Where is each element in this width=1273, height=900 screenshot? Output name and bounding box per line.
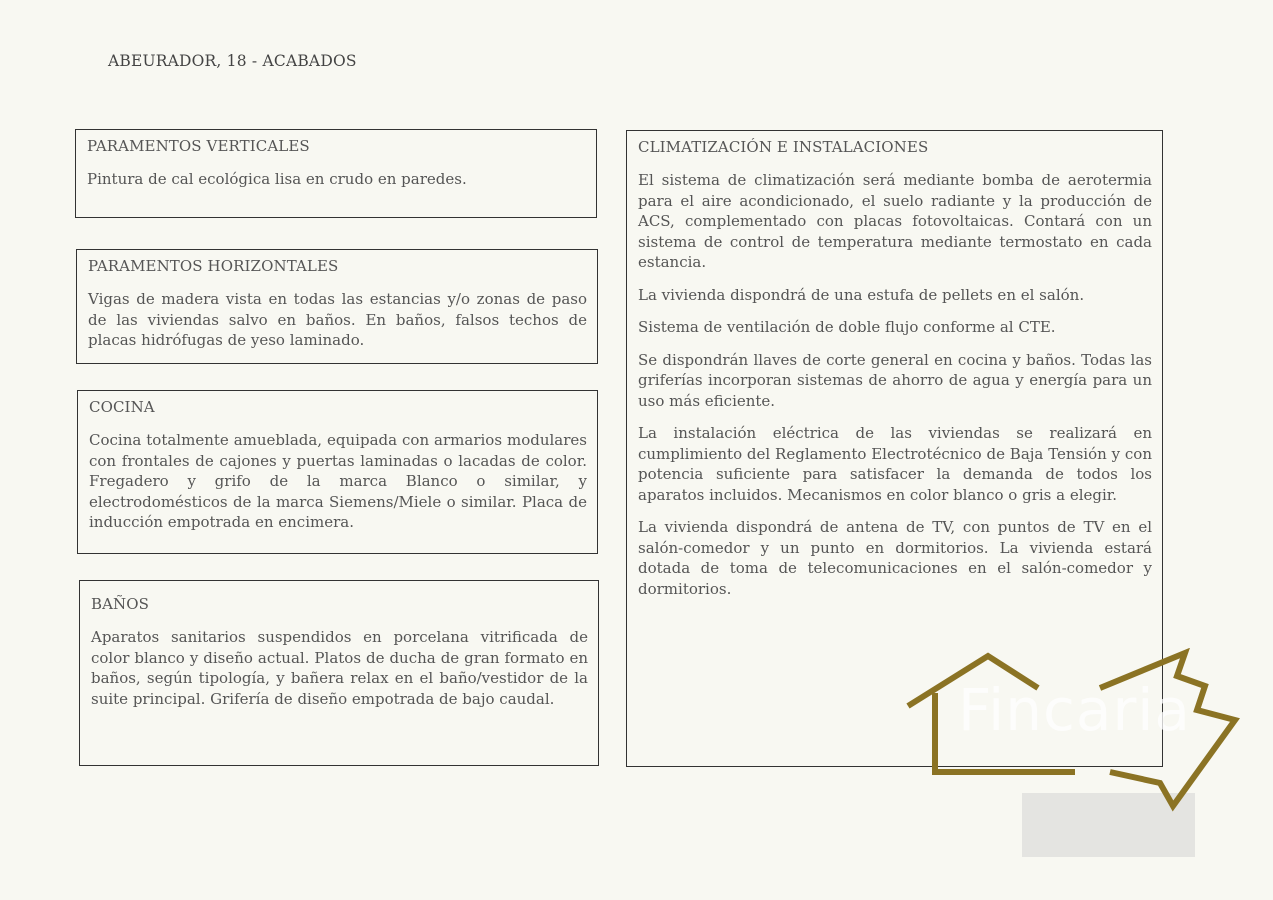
section-paragraph: El sistema de climatización será mediante bomba de aerotermia para el aire acondicionado, el suelo radiante y la producción de ACS, complementado con placas fotovoltaicas. Contará con un sistema de control de temperatura mediante termostato en cada estancia. bbox=[638, 171, 1152, 271]
section-text: Cocina totalmente amueblada, equipada con armarios modulares con frontales de cajones y puertas laminadas o lacadas de color. Fregadero y grifo de la marca Blanco o similar, y electrodomésticos de la marca Siemens/Miele o similar. Placa de inducción empotrada en encimera. bbox=[89, 431, 587, 531]
section-title: PARAMENTOS VERTICALES bbox=[87, 137, 310, 155]
section-paragraph: Se dispondrán llaves de corte general en cocina y baños. Todas las griferías incorporan sistemas de ahorro de agua y energía para un uso más eficiente. bbox=[638, 350, 1152, 410]
section-title: COCINA bbox=[89, 398, 155, 416]
section-text: Vigas de madera vista en todas las estancias y/o zonas de paso de las viviendas salvo en baños. En baños, falsos techos de placas hidrófugas de yeso laminado. bbox=[88, 290, 587, 349]
section-paragraph: La vivienda dispondrá de una estufa de pellets en el salón. bbox=[638, 285, 1085, 304]
section-title: CLIMATIZACIÓN E INSTALACIONES bbox=[638, 138, 929, 156]
section-paramentos-verticales bbox=[75, 129, 597, 218]
section-paragraph: La instalación eléctrica de las viviendas se realizará en cumplimiento del Reglamento Electrotécnico de Baja Tensión y con potencia suficiente para satisfacer la demanda de todos los aparatos incluidos. Mecanismos en color blanco o gris a elegir. bbox=[638, 424, 1152, 504]
section-text: Pintura de cal ecológica lisa en crudo en paredes. bbox=[87, 170, 467, 188]
section-paramentos-horizontales bbox=[76, 249, 598, 364]
section-paragraph: Sistema de ventilación de doble flujo conforme al CTE. bbox=[638, 318, 1056, 336]
section-title: PARAMENTOS HORIZONTALES bbox=[88, 257, 339, 275]
page-title: ABEURADOR, 18 - ACABADOS bbox=[108, 52, 357, 70]
watermark-brand-text: Fincaria bbox=[958, 676, 1191, 744]
section-text: Aparatos sanitarios suspendidos en porcelana vitrificada de color blanco y diseño actual. Platos de ducha de gran formato en baños, según tipología, y bañera relax en el baño/vestidor de la suite principal. Grifería de diseño empotrada de bajo caudal. bbox=[91, 628, 588, 708]
section-title: BAÑOS bbox=[91, 595, 150, 613]
section-cocina bbox=[77, 390, 598, 554]
section-banos bbox=[79, 580, 599, 766]
section-paragraph: La vivienda dispondrá de antena de TV, con puntos de TV en el salón-comedor y un punto en dormitorios. La vivienda estará dotada de toma de telecomunicaciones en el salón-comedor y dormitorios. bbox=[638, 518, 1152, 598]
